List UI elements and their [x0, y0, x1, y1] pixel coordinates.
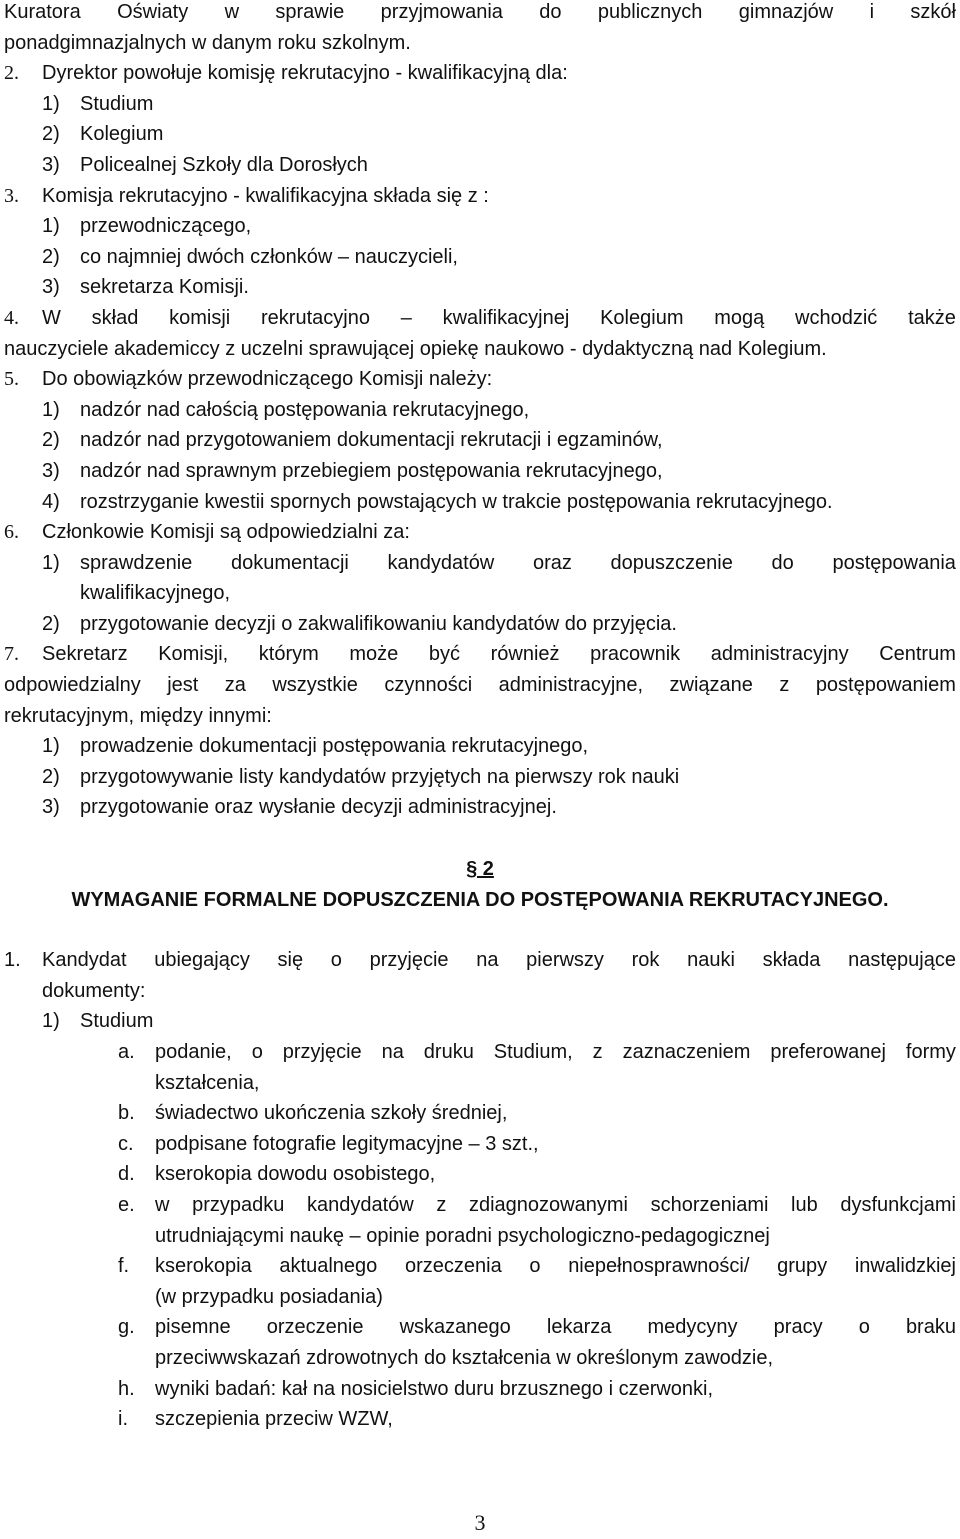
list-text: prowadzenie dokumentacji postępowania rekrutacyjnego, — [80, 735, 589, 758]
list-letter: g. — [118, 1316, 135, 1339]
list-text — [155, 1312, 956, 1343]
paragraph-7-list — [4, 731, 956, 823]
list-text: Studium — [80, 1010, 154, 1033]
paragraph-number: 7. — [4, 643, 19, 666]
word: pracy — [773, 1316, 823, 1339]
list-text — [155, 1190, 956, 1221]
word: gimnazjów — [738, 1, 834, 23]
word: może — [349, 643, 399, 666]
word: kwalifikacyjnej — [442, 306, 570, 329]
document-item — [4, 1374, 956, 1405]
list-number: 1) — [42, 735, 60, 758]
list-letter: f. — [118, 1255, 130, 1278]
document-item — [4, 1159, 956, 1190]
section-2-heading — [4, 854, 956, 915]
word: schorzeniami — [650, 1193, 769, 1216]
word: oraz — [532, 551, 572, 574]
word: pisemne — [155, 1316, 231, 1339]
paragraph-6-item-2 — [4, 609, 956, 640]
paragraph-7-line-1 — [4, 639, 956, 670]
paragraph-number: 1. — [4, 949, 21, 972]
paragraph-text: Komisja rekrutacyjno - kwalifikacyjna składa się z : — [42, 184, 489, 207]
word: za — [224, 674, 246, 697]
paragraph-number: 2. — [4, 62, 19, 85]
list-number: 3) — [42, 796, 60, 819]
list-number: 3) — [42, 459, 60, 482]
word: sprawie — [275, 1, 345, 23]
word: wszystkie — [272, 674, 358, 697]
word: na — [381, 1041, 404, 1063]
word: komisji — [169, 306, 231, 329]
paragraph-number: 3. — [4, 184, 19, 207]
word: Sekretarz — [42, 643, 128, 666]
document-item — [4, 1037, 956, 1068]
word: Studium, — [493, 1041, 573, 1063]
word: przyjmowania — [380, 1, 503, 23]
list-item — [4, 395, 956, 426]
list-text: Kolegium — [80, 123, 164, 146]
list-item — [4, 425, 956, 456]
word: szkół — [910, 1, 956, 23]
paragraph-4-line-2: nauczyciele akademiccy z uczelni sprawującej opiekę naukowo - dydaktyczną nad Kolegium. — [4, 337, 827, 360]
list-letter: c. — [118, 1132, 134, 1155]
paragraph-text: Członkowie Komisji są odpowiedzialni za: — [42, 521, 410, 544]
list-number: 1) — [42, 551, 60, 574]
word: kandydatów — [306, 1193, 414, 1216]
list-item — [4, 456, 956, 487]
list-item — [4, 119, 956, 150]
document-item-cont: kształcenia, — [155, 1071, 260, 1094]
paragraph-3 — [4, 181, 956, 212]
list-text: szczepienia przeciw WZW, — [155, 1408, 393, 1431]
paragraph-text — [42, 639, 956, 670]
paragraph-3-list — [4, 211, 956, 303]
word: postępowaniem — [815, 674, 956, 697]
word: również — [490, 643, 560, 666]
word: lub — [791, 1193, 818, 1216]
word: postępowania — [832, 551, 956, 574]
list-letter: d. — [118, 1163, 135, 1186]
list-item — [4, 762, 956, 793]
paragraph-7-line-3: rekrutacyjnym, między innymi: — [4, 704, 272, 727]
list-letter: b. — [118, 1102, 135, 1125]
paragraph-6-item-1-cont: kwalifikacyjnego, — [80, 582, 231, 605]
list-text: nadzór nad sprawnym przebiegiem postępowania rekrutacyjnego, — [80, 459, 663, 482]
word: W — [42, 306, 61, 329]
word: następujące — [848, 949, 956, 972]
word: pierwszy — [526, 949, 604, 972]
list-text: przygotowywanie listy kandydatów przyjętych na pierwszy rok nauki — [80, 765, 680, 788]
list-text: kserokopia dowodu osobistego, — [155, 1163, 436, 1186]
word: z — [592, 1041, 603, 1063]
list-text: co najmniej dwóch członków – nauczycieli, — [80, 245, 458, 268]
word: zdiagnozowanymi — [468, 1193, 628, 1216]
list-number: 2) — [42, 429, 60, 452]
list-text: przygotowanie decyzji o zakwalifikowaniu kandydatów do przyjęcia. — [80, 612, 677, 635]
word: w — [224, 1, 240, 23]
list-number: 4) — [42, 490, 60, 513]
word: na — [476, 949, 499, 972]
word: Centrum — [879, 643, 956, 666]
paragraph-text — [42, 303, 956, 334]
word: grupy — [777, 1255, 828, 1278]
list-letter: i. — [118, 1408, 128, 1431]
intro-line-2: ponadgimnazjalnych w danym roku szkolnym. — [4, 31, 411, 54]
paragraph-text — [42, 945, 956, 976]
word: w — [155, 1193, 170, 1216]
word: dopuszczenie — [610, 551, 733, 574]
word: medycyny — [647, 1316, 738, 1339]
word: pracownik — [590, 643, 681, 666]
list-text — [80, 548, 956, 579]
list-item — [4, 487, 956, 518]
document-item — [4, 1404, 956, 1435]
word: publicznych — [597, 1, 703, 23]
word: niepełnosprawności/ — [568, 1255, 750, 1278]
word: do — [771, 551, 794, 574]
document-item — [4, 1098, 956, 1129]
list-text: nadzór nad przygotowaniem dokumentacji rekrutacji i egzaminów, — [80, 429, 663, 452]
word: o — [330, 949, 342, 972]
document-item-cont: utrudniającymi naukę – opinie poradni psychologiczno-pedagogicznej — [155, 1224, 770, 1247]
word: Komisji, — [158, 643, 229, 666]
word: przyjęcie — [282, 1041, 362, 1063]
document-item — [4, 1251, 956, 1282]
word: lekarza — [546, 1316, 612, 1339]
section-title: WYMAGANIE FORMALNE DOPUSZCZENIA DO POSTĘPOWANIA REKRUTACYJNEGO. — [71, 888, 889, 911]
word: jest — [167, 674, 199, 697]
list-item — [4, 89, 956, 120]
list-text: rozstrzyganie kwestii spornych powstających w trakcie postępowania rekrutacyjnego. — [80, 490, 833, 513]
list-text — [155, 1037, 956, 1068]
word: preferowanej — [770, 1041, 886, 1063]
list-letter: e. — [118, 1193, 135, 1216]
word: sprawdzenie — [80, 551, 193, 574]
word: rok — [631, 949, 660, 972]
word: o — [529, 1255, 541, 1278]
word: związane — [669, 674, 753, 697]
list-text: sekretarza Komisji. — [80, 276, 249, 299]
paragraph-number: 4. — [4, 306, 19, 329]
list-item — [4, 272, 956, 303]
list-number: 3) — [42, 276, 60, 299]
paragraph-2 — [4, 58, 956, 89]
paragraph-5 — [4, 364, 956, 395]
paragraph-5-list — [4, 395, 956, 517]
paragraph-number: 6. — [4, 521, 19, 544]
word: się — [277, 949, 304, 972]
word: także — [908, 306, 956, 329]
document-item — [4, 1190, 956, 1221]
page-number: 3 — [474, 1510, 486, 1535]
list-number: 1) — [42, 215, 60, 238]
list-text: Policealnej Szkoły dla Dorosłych — [80, 153, 368, 176]
word: aktualnego — [279, 1255, 378, 1278]
list-number: 1) — [42, 398, 60, 421]
list-item — [4, 792, 956, 823]
document-item — [4, 1312, 956, 1343]
paragraph-2-list — [4, 89, 956, 181]
s2-document-list — [4, 1037, 956, 1435]
word: odpowiedzialny — [4, 674, 141, 697]
paragraph-6 — [4, 517, 956, 548]
list-item — [4, 242, 956, 273]
list-text: przewodniczącego, — [80, 215, 252, 238]
list-text — [155, 1251, 956, 1282]
word: Oświaty — [117, 1, 189, 23]
paragraph-text: Do obowiązków przewodniczącego Komisji należy: — [42, 368, 493, 391]
paragraph-7-line-2 — [4, 670, 956, 701]
list-number: 1) — [42, 1010, 60, 1033]
word: administracyjne, — [498, 674, 644, 697]
list-number: 1) — [42, 92, 60, 115]
list-item — [4, 211, 956, 242]
word: skład — [91, 306, 139, 329]
list-number: 2) — [42, 612, 60, 635]
word: mogą — [714, 306, 765, 329]
word: Kuratora — [4, 1, 81, 23]
word: do — [539, 1, 562, 23]
word: kserokopia — [155, 1255, 252, 1278]
word: i — [869, 1, 875, 23]
word: przyjęcie — [369, 949, 449, 972]
word: dysfunkcjami — [840, 1193, 956, 1216]
word: – — [400, 306, 412, 329]
word: z — [436, 1193, 447, 1216]
word: o — [858, 1316, 870, 1339]
word: składa — [762, 949, 821, 972]
list-text: wyniki badań: kał na nosicielstwo duru brzusznego i czerwonki, — [155, 1377, 714, 1400]
word: podanie, — [155, 1041, 232, 1063]
list-item — [4, 150, 956, 181]
word: orzeczenia — [404, 1255, 502, 1278]
word: rekrutacyjno — [261, 306, 370, 329]
paragraph-text: Dyrektor powołuje komisję rekrutacyjno - kwalifikacyjną dla: — [42, 62, 568, 85]
word: formy — [905, 1041, 956, 1063]
list-number: 3) — [42, 153, 60, 176]
word: zaznaczeniem — [622, 1041, 751, 1063]
document-item-cont: (w przypadku posiadania) — [155, 1285, 383, 1308]
list-text: nadzór nad całością postępowania rekrutacyjnego, — [80, 398, 530, 421]
paragraph-6-item-1 — [4, 548, 956, 579]
word: wchodzić — [795, 306, 878, 329]
word: Kandydat — [42, 949, 127, 972]
spacer — [4, 915, 956, 945]
s2-subsection-studium — [4, 1006, 956, 1037]
word: Kolegium — [600, 306, 684, 329]
list-text: Studium — [80, 92, 154, 115]
paragraph-4-line-1 — [4, 303, 956, 334]
word: administracyjny — [710, 643, 849, 666]
word: ubiegający — [154, 949, 250, 972]
document-item — [4, 1129, 956, 1160]
section-number: § 2 — [466, 858, 494, 881]
intro-line-1 — [4, 0, 956, 28]
s2-paragraph-1-line-2: dokumenty: — [42, 979, 146, 1002]
word: dokumentacji — [230, 551, 349, 574]
word: z — [779, 674, 790, 697]
word: czynności — [384, 674, 473, 697]
document-page — [4, 0, 956, 1435]
word: braku — [905, 1316, 956, 1339]
s2-paragraph-1-line-1 — [4, 945, 956, 976]
word: być — [428, 643, 461, 666]
word: którym — [258, 643, 319, 666]
word: kandydatów — [387, 551, 495, 574]
list-text: świadectwo ukończenia szkoły średniej, — [155, 1102, 508, 1125]
word: inwalidzkiej — [854, 1255, 956, 1278]
word: przypadku — [192, 1193, 285, 1216]
word: wskazanego — [399, 1316, 511, 1339]
paragraph-number: 5. — [4, 368, 19, 391]
list-letter: a. — [118, 1041, 135, 1063]
list-number: 2) — [42, 245, 60, 268]
word: druku — [423, 1041, 474, 1063]
list-text: przygotowanie oraz wysłanie decyzji administracyjnej. — [80, 796, 557, 819]
word: nauki — [687, 949, 735, 972]
list-number: 2) — [42, 123, 60, 146]
list-number: 2) — [42, 765, 60, 788]
word: o — [251, 1041, 263, 1063]
word: orzeczenie — [266, 1316, 364, 1339]
document-item-cont: przeciwwskazań zdrowotnych do kształcenia w określonym zawodzie, — [155, 1346, 774, 1369]
list-item — [4, 731, 956, 762]
list-text: podpisane fotografie legitymacyjne – 3 szt., — [155, 1132, 539, 1155]
list-letter: h. — [118, 1377, 135, 1400]
